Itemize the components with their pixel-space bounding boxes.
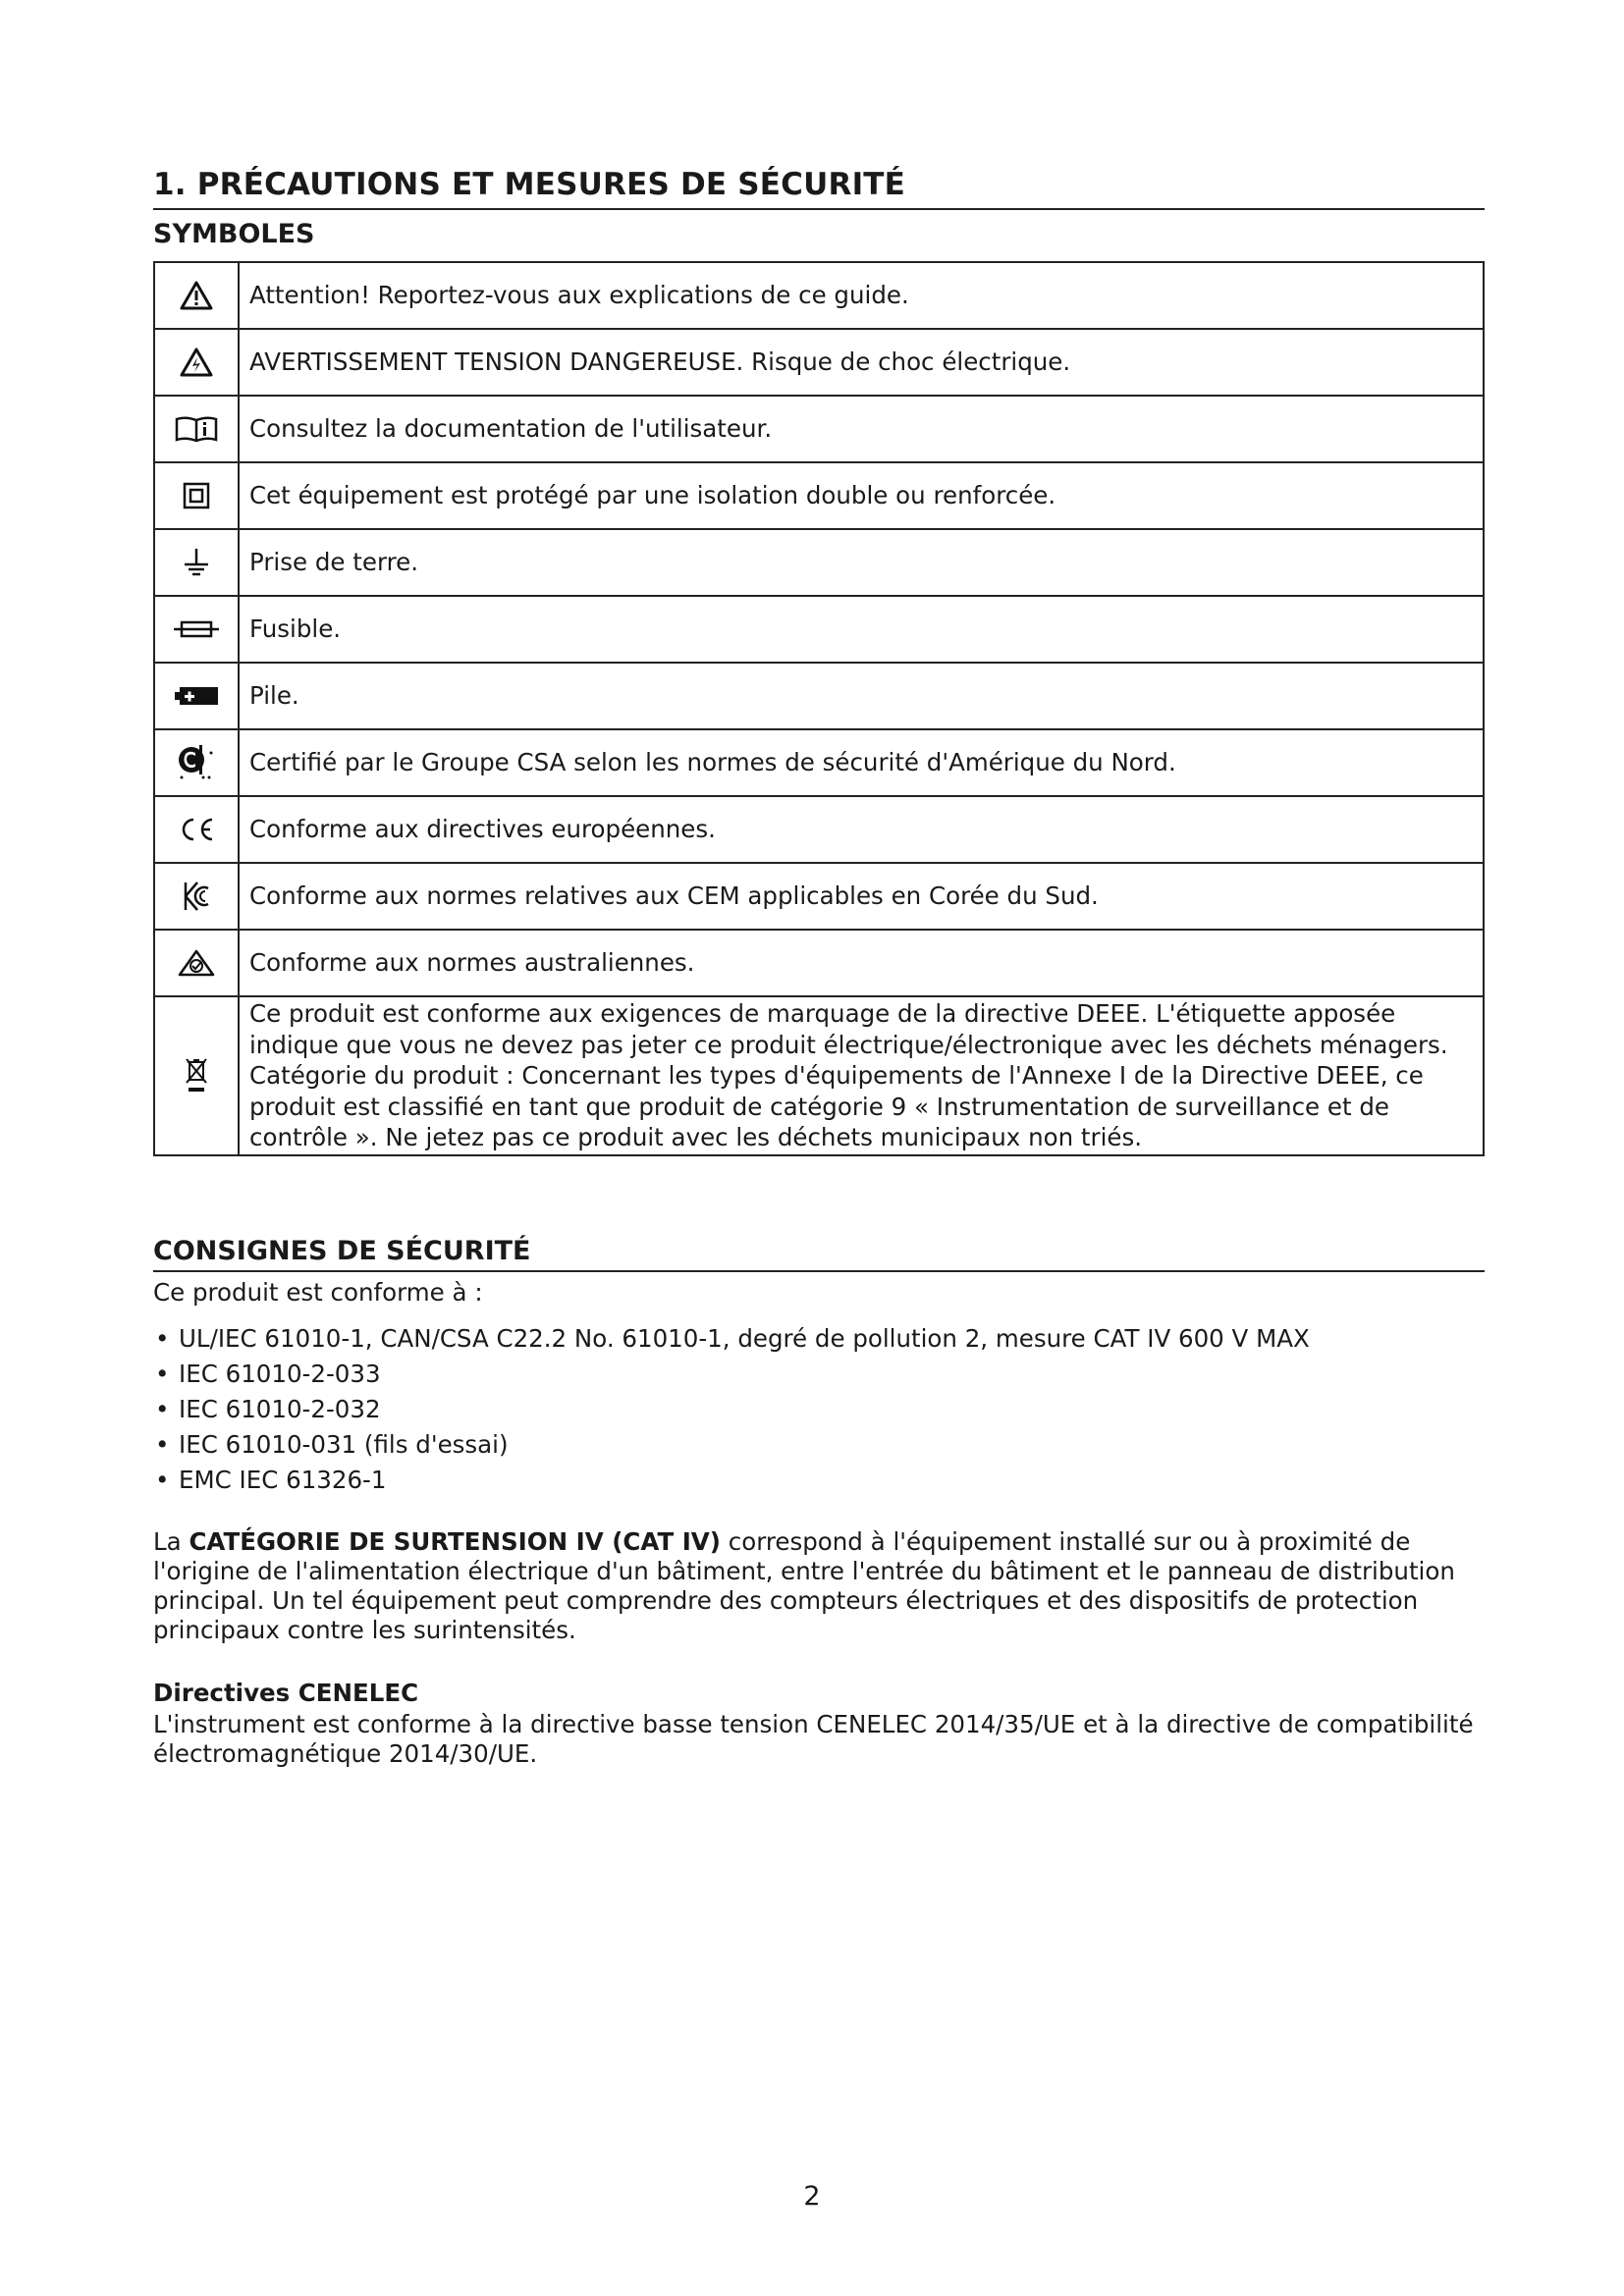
- symbol-description: Consultez la documentation de l'utilisateur.: [239, 396, 1484, 462]
- list-item: • UL/IEC 61010-1, CAN/CSA C22.2 No. 61010-1, degré de pollution 2, mesure CAT IV 600 V MAX: [153, 1321, 1485, 1357]
- page-number: 2: [803, 2181, 821, 2212]
- table-row: [154, 930, 1484, 996]
- cenelec-heading: Directives CENELEC: [153, 1679, 419, 1707]
- table-row: [154, 529, 1484, 596]
- table-row: [154, 729, 1484, 796]
- bullet: •: [155, 1395, 170, 1423]
- list-item: • EMC IEC 61326-1: [153, 1463, 1485, 1498]
- rcm-mark-icon: [154, 930, 239, 996]
- table-row: [154, 796, 1484, 863]
- symbol-description: AVERTISSEMENT TENSION DANGEREUSE. Risque de choc électrique.: [239, 329, 1484, 396]
- standards-list: [153, 1321, 1485, 1498]
- table-row: [154, 663, 1484, 729]
- symbol-description: Fusible.: [239, 596, 1484, 663]
- symbol-description: Ce produit est conforme aux exigences de marquage de la directive DEEE. L'étiquette apposée indique que vous ne devez pas jeter ce produit électrique/électronique avec les déchets ménagers. Catégorie du produit : Concernant les types d'équipements de l'Annexe I de la Directive DEEE, ce produit est classifié en tant que produit de catégorie 9 « Instrumentation de surveillance et de contrôle ». Ne jetez pas ce produit avec les déchets municipaux non triés.: [239, 996, 1484, 1155]
- overvoltage-category-paragraph: La CATÉGORIE DE SURTENSION IV (CAT IV) correspond à l'équipement installé sur ou à proximité de l'origine de l'alimentation électrique d'un bâtiment, entre l'entrée du bâtiment et le panneau de distribution principal. Un tel équipement peut comprendre des compteurs électriques et des dispositifs de protection principaux contre les surintensités.: [153, 1527, 1455, 1644]
- symbols-heading: SYMBOLES: [153, 219, 315, 249]
- safety-heading: CONSIGNES DE SÉCURITÉ: [153, 1235, 1485, 1272]
- overvoltage-category-term: CATÉGORIE DE SURTENSION IV (CAT IV): [189, 1527, 721, 1556]
- double-insulation-icon: [154, 462, 239, 529]
- bullet: •: [155, 1360, 170, 1388]
- cenelec-text: L'instrument est conforme à la directive basse tension CENELEC 2014/35/UE et à la directive de compatibilité électromagnétique 2014/30/UE.: [153, 1710, 1474, 1768]
- symbol-description: Conforme aux directives européennes.: [239, 796, 1484, 863]
- symbol-description: Prise de terre.: [239, 529, 1484, 596]
- bullet: •: [155, 1430, 170, 1459]
- battery-icon: [154, 663, 239, 729]
- csa-mark-icon: [154, 729, 239, 796]
- weee-bin-icon: [154, 996, 239, 1155]
- table-row: [154, 396, 1484, 462]
- ce-mark-icon: [154, 796, 239, 863]
- symbol-description: Conforme aux normes relatives aux CEM applicables en Corée du Sud.: [239, 863, 1484, 930]
- table-row: [154, 596, 1484, 663]
- safety-intro: Ce produit est conforme à :: [153, 1278, 483, 1307]
- table-row: [154, 262, 1484, 329]
- symbol-description: Attention! Reportez-vous aux explications de ce guide.: [239, 262, 1484, 329]
- symbol-description: Conforme aux normes australiennes.: [239, 930, 1484, 996]
- bullet: •: [155, 1324, 170, 1353]
- list-item: • IEC 61010-2-033: [153, 1357, 1485, 1392]
- table-row: [154, 329, 1484, 396]
- fuse-icon: [154, 596, 239, 663]
- safety-section: [153, 1235, 1485, 1769]
- page-content: [153, 165, 1485, 1156]
- bullet: •: [155, 1466, 170, 1494]
- warning-triangle-icon: [154, 262, 239, 329]
- symbol-description: Cet équipement est protégé par une isolation double ou renforcée.: [239, 462, 1484, 529]
- symbol-description: Pile.: [239, 663, 1484, 729]
- ground-icon: [154, 529, 239, 596]
- page-title: 1. PRÉCAUTIONS ET MESURES DE SÉCURITÉ: [153, 165, 1485, 210]
- list-item: • IEC 61010-2-032: [153, 1392, 1485, 1427]
- table-row: [154, 462, 1484, 529]
- user-manual-icon: [154, 396, 239, 462]
- electric-shock-warning-icon: [154, 329, 239, 396]
- table-row: [154, 996, 1484, 1155]
- kc-mark-icon: [154, 863, 239, 930]
- symbol-description: Certifié par le Groupe CSA selon les normes de sécurité d'Amérique du Nord.: [239, 729, 1484, 796]
- list-item: • IEC 61010-031 (fils d'essai): [153, 1427, 1485, 1463]
- table-row: [154, 863, 1484, 930]
- symbols-table: [153, 261, 1485, 1156]
